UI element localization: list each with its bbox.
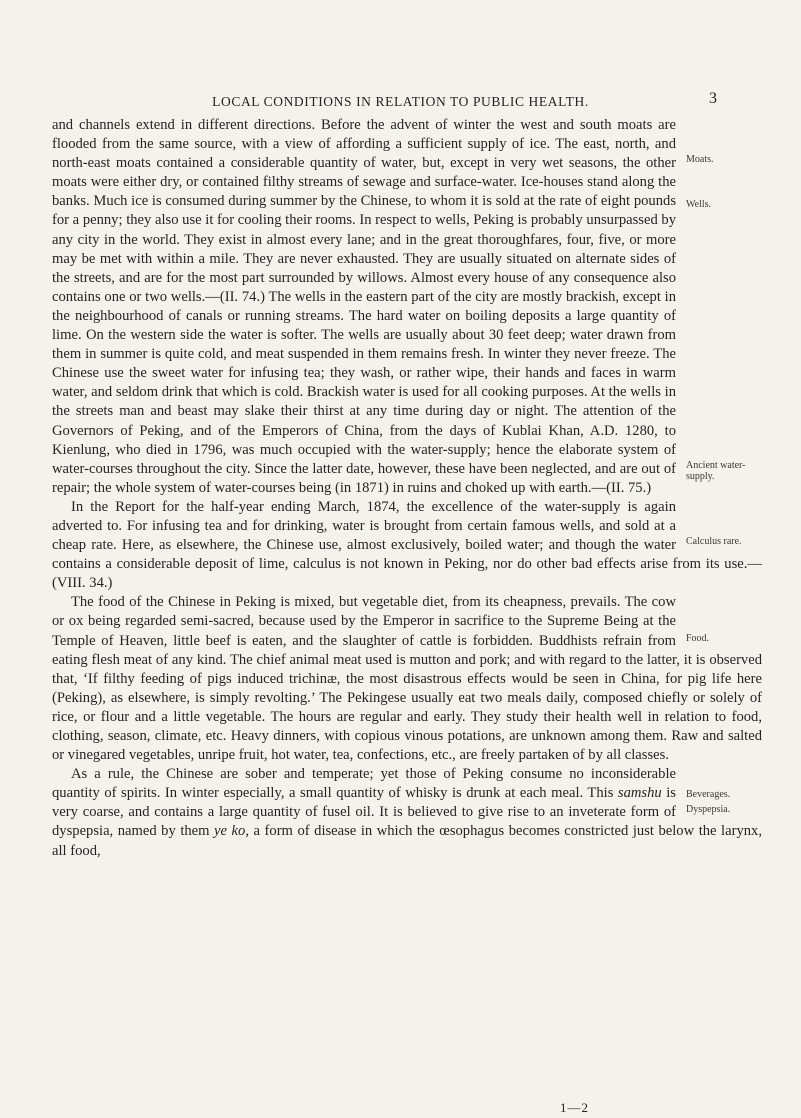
paragraph-beverages-part-2: is very coarse, and contains a large quantity of fusel oil. It is believed to give rise to an inveterate form of dyspepsia, named by them (52, 785, 676, 840)
running-head: LOCAL CONDITIONS IN RELATION TO PUBLIC HEALTH. (212, 94, 589, 109)
marginal-note-ancient-water-supply: Ancient water-supply. (686, 460, 746, 482)
signature-mark: 1—2 (560, 1100, 589, 1115)
body-text (52, 116, 762, 861)
marginal-note-dyspepsia: Dyspepsia. (686, 804, 731, 816)
paragraph-beverages-part-3: , a form of disease in which the œsophagus becomes constricted just below the larynx, all food, (52, 823, 762, 859)
paragraph-beverages-part-1: As a rule, the Chinese are sober and temperate; yet those of Peking consume no inconsiderable quantity of spirits. In winter especially, a small quantity of whisky is drunk at each meal. This (52, 766, 676, 802)
marginal-note-moats: Moats. (686, 154, 714, 165)
marginal-note-beverages: Beverages. (686, 789, 731, 801)
marginal-note-food: Food. (686, 633, 710, 645)
term-ye-ko: ye ko (214, 823, 246, 840)
paragraph-food: The food of the Chinese in Peking is mixed, but vegetable diet, from its cheapness, prevails. The cow or ox being regarded semi-sacred, because used by the Emperor in sacrifice to the Supreme Being at the Temple of Heaven, little beef is eaten, and the slaughter of cattle is forbidden. Buddhists refrain from eating flesh meat of any kind. The chief animal meat used is mutton and pork; and with regard to the latter, it is observed that, ‘If filthy feeding of pigs induced trichinæ, the most disastrous effects would be seen in China, for pig life here (Peking), as elsewhere, is simply revolting.’ The Pekingese usually eat two meals daily, composed chiefly or solely of rice, or flour and a little vegetable. The hours are regular and early. They study their health well in relation to food, clothing, season, climate, etc. Heavy dinners, with copious vinous potations, are unknown among them. Raw and salted or vinegared vegetables, unripe fruit, hot water, tea, confections, etc., are freely partaken of by all classes. (52, 594, 762, 764)
paragraph-beverages (52, 765, 762, 860)
marginal-note-wells: Wells. (686, 199, 712, 210)
term-samshu: samshu (617, 785, 662, 802)
paragraph-report: In the Report for the half-year ending March, 1874, the excellence of the water-supply is again adverted to. For infusing tea and for drinking, water is brought from certain famous wells, and sold at a cheap rate. Here, as elsewhere, the Chinese use, almost exclusively, boiled water; and though the water contains a considerable deposit of lime, calculus is not known in Peking, nor do other bad effects arise from its use.—(VIII. 34.) (52, 498, 762, 592)
marginal-note-calculus-rare: Calculus rare. (686, 535, 742, 547)
paragraph-water: and channels extend in different directions. Before the advent of winter the west and south moats are flooded from the same source, with a view of affording a sufficient supply of ice. The east, north, and north-east moats contained a considerable quantity of water, but, except in very wet seasons, the other moats were either dry, or contained filthy streams of sewage and surface-water. Ice-houses stand along the banks. Much ice is consumed during summer by the Chinese, to whom it is sold at the rate of eight pounds for a penny; they also use it for cooling their rooms. In respect to wells, Peking is probably unsurpassed by any city in the world. They exist in almost every lane; and in the great thoroughfares, four, five, or more may be met with within a mile. They are never exhausted. They are usually situated on alternate sides of the streets, and are for the most part surrounded by willows. Almost every house of any consequence also contains one or two wells.—(II. 74.) The wells in the eastern part of the city are mostly brackish, except in the neighbourhood of canals or running streams. The hard water on boiling deposits a large quantity of lime. On the western side the water is softer. The wells are usually about 30 feet deep; water drawn from them in summer is quite cold, and meat suspended in them remains fresh. In winter they never freeze. The Chinese use the sweet water for infusing tea; they wash, or rather wipe, their hands and faces in warm water, and seldom drink that which is cold. Brackish water is used for all cooking purposes. At the wells in the streets man and beast may slake their thirst at any time during day or night. The attention of the Governors of Peking, and of the Emperors of China, from the days of Kublai Khan, A.D. 1280, to Kienlung, who died in 1796, was much occupied with the water-supply; hence the elaborate system of water-courses throughout the city. Since the latter date, however, these have been neglected, and are out of repair; the whole system of water-courses being (in 1871) in ruins and choked up with earth.—(II. 75.) (52, 117, 676, 496)
page-number: 3 (709, 90, 717, 107)
